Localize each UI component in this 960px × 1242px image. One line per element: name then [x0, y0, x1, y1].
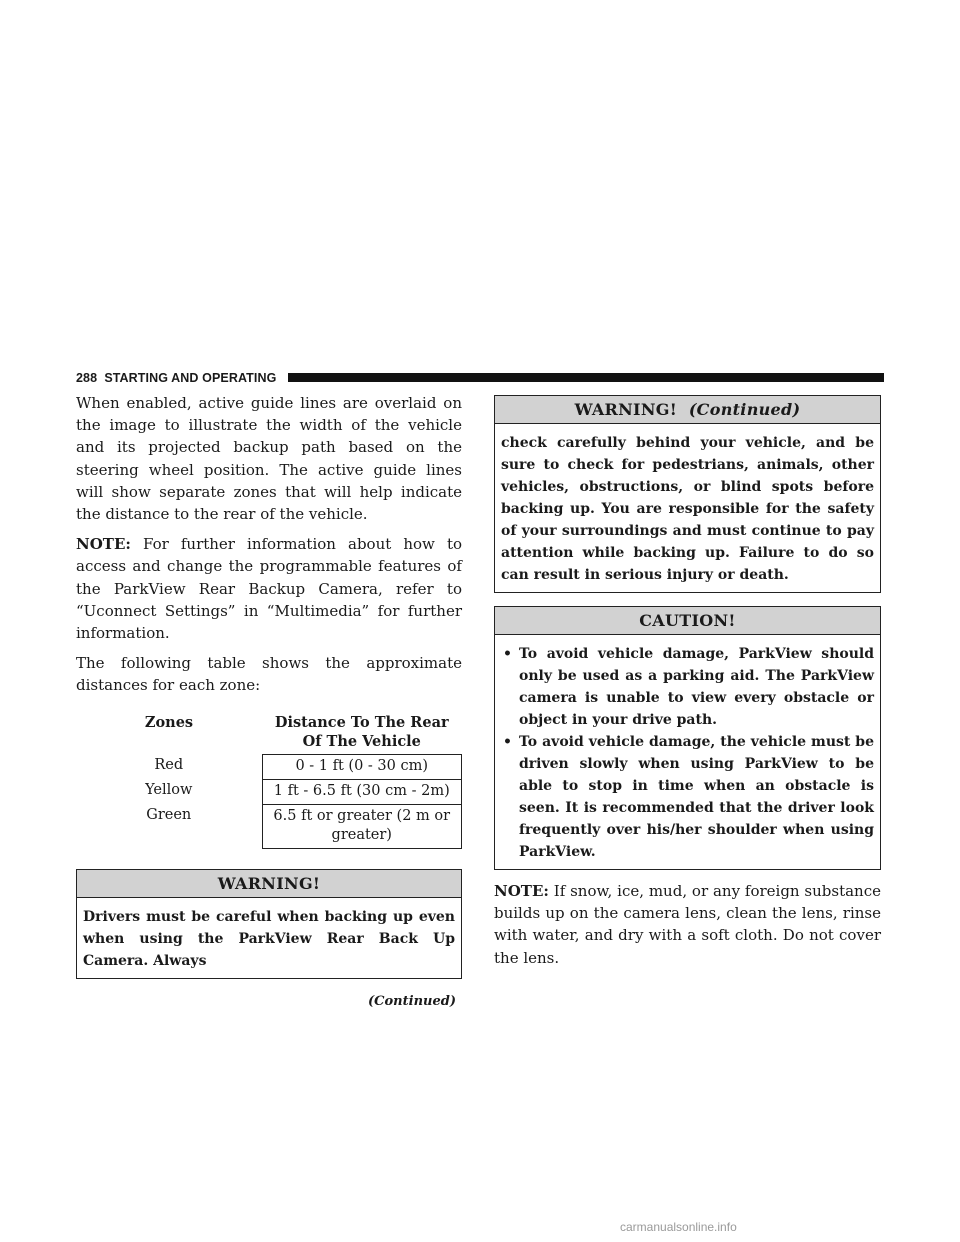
bullet-icon: •	[503, 646, 512, 662]
caution-content	[495, 635, 880, 869]
caution-title: CAUTION!	[495, 607, 880, 635]
table-row	[76, 754, 462, 779]
list-item	[501, 731, 874, 863]
table-intro-paragraph: The following table shows the approximate distances for each zone:	[76, 654, 462, 695]
page-header-text	[76, 371, 276, 385]
caution-box	[494, 606, 881, 870]
page-header	[76, 371, 884, 385]
note-label: NOTE:	[76, 535, 131, 554]
table-row	[76, 779, 462, 804]
note-text: For further information about how to access and change the programmable features of the ParkView Rear Backup Camera, refer to “Uconnect Settings” in “Multimedia” for further information.	[76, 535, 462, 643]
page-number: 288	[76, 371, 98, 385]
table-row	[76, 804, 462, 848]
note-text: If snow, ice, mud, or any foreign substance builds up on the camera lens, clean the lens, rinse with water, and dry with a soft cloth. Do not cover the lens.	[494, 882, 881, 967]
table-cell-distance: 1 ft - 6.5 ft (30 cm - 2m)	[262, 779, 462, 804]
table-cell-distance: 0 - 1 ft (0 - 30 cm)	[262, 754, 462, 779]
warning-continued-title	[495, 396, 880, 424]
warning-continued-title-main: WARNING!	[574, 400, 678, 419]
note-label: NOTE:	[494, 882, 549, 900]
warning-continued-text: check carefully behind your vehicle, and be sure to check for pedestrians, animals, other vehicles, obstructions, or blind spots before backing up. You are responsible for the safety of your surroundings and must continue to pay attention while backing up. Failure to do so can result in serious injury or death.	[501, 435, 874, 583]
table-cell-zone: Red	[154, 757, 184, 774]
zones-table	[76, 711, 462, 849]
continued-label: (Continued)	[368, 993, 456, 1009]
table-cell-zone: Yellow	[145, 782, 193, 799]
table-cell-distance: 6.5 ft or greater (2 m or greater)	[262, 804, 462, 848]
warning-box	[76, 869, 462, 979]
bullet-icon: •	[503, 734, 512, 750]
warning-text: Drivers must be careful when backing up even when using the ParkView Rear Back Up Camera. Always	[83, 908, 455, 969]
header-rule	[288, 373, 884, 382]
right-column	[494, 395, 881, 977]
warning-title: WARNING!	[77, 870, 461, 898]
table-header-distance: Distance To The Rear Of The Vehicle	[262, 711, 462, 755]
note-paragraph	[76, 533, 462, 644]
caution-item-text: To avoid vehicle damage, the vehicle must be driven slowly when using ParkView to be able to stop in time when an obstacle is seen. It is recommended that the driver look frequently over his/her shoulder when using ParkView.	[519, 734, 874, 860]
left-column	[76, 392, 462, 1013]
watermark: carmanualsonline.info	[620, 1220, 737, 1234]
table-header-row	[76, 711, 462, 755]
lens-note-paragraph	[494, 880, 881, 969]
section-title: STARTING AND OPERATING	[104, 371, 277, 385]
table-cell-zone: Green	[146, 807, 192, 824]
warning-continued-box	[494, 395, 881, 593]
warning-continued-title-suffix: (Continued)	[688, 400, 801, 419]
table-header-zones: Zones	[144, 713, 194, 731]
list-item	[501, 643, 874, 731]
caution-list	[501, 643, 874, 863]
intro-paragraph: When enabled, active guide lines are overlaid on the image to illustrate the width of the vehicle and its projected backup path based on the steering wheel position. The active guide lines will show separate zones that will help indicate the distance to the rear of the vehicle.	[76, 394, 462, 524]
caution-item-text: To avoid vehicle damage, ParkView should only be used as a parking aid. The ParkView camera is unable to view every obstacle or object in your drive path.	[519, 646, 874, 728]
